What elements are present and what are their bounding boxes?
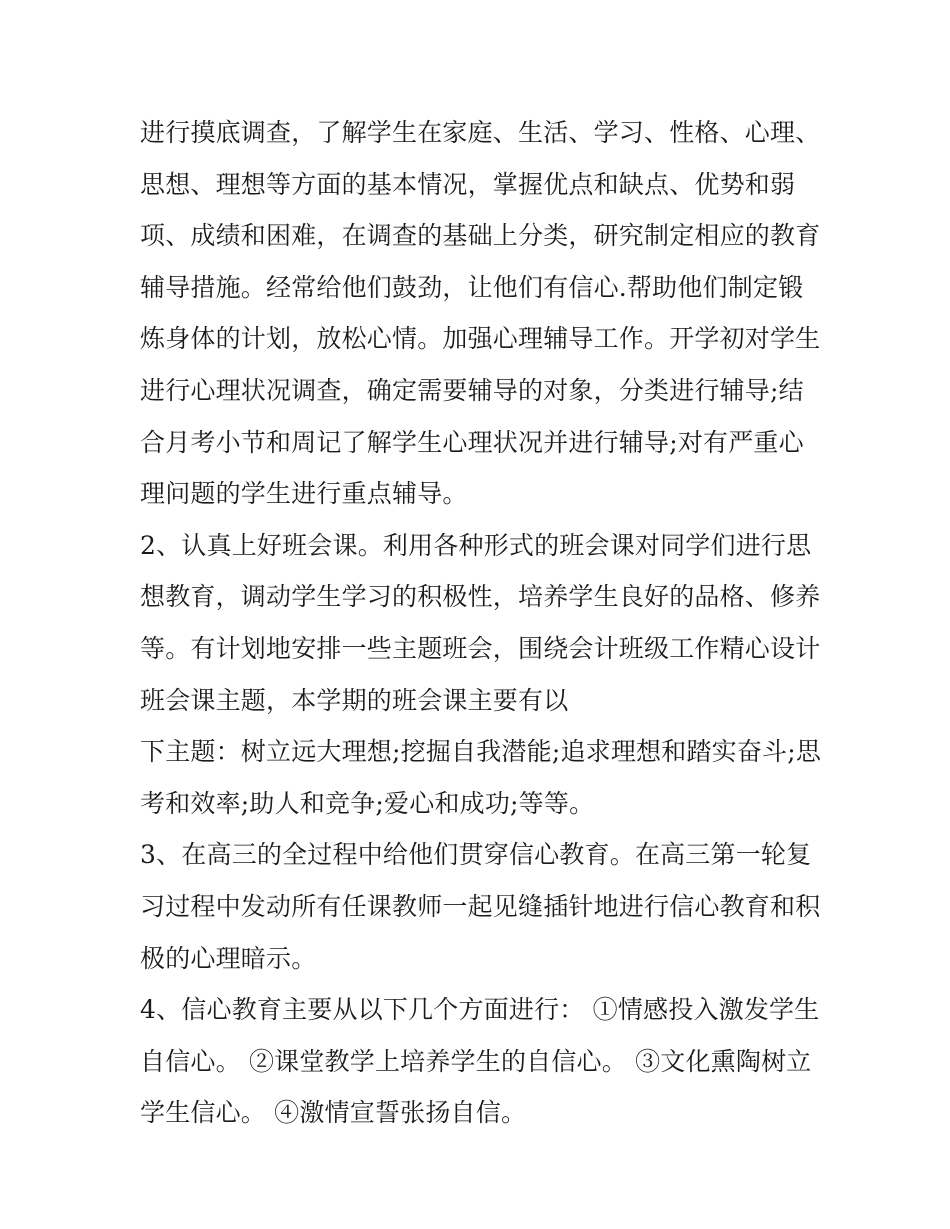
text-line: 3、在高三的全过程中给他们贯穿信心教育。在高三第一轮复 [140, 840, 812, 870]
text-line: 学生信心。 ④激情宣誓张扬自信。 [140, 1098, 527, 1128]
document-body [140, 107, 820, 1139]
text-line: 极的心理暗示。 [140, 943, 317, 973]
text-line: 合月考小节和周记了解学生心理状况并进行辅导;对有严重心 [140, 427, 804, 457]
text-line: 等。有计划地安排一些主题班会，围绕会计班级工作精心设计 [140, 633, 821, 663]
text-line: 思想、理想等方面的基本情况，掌握优点和缺点、优势和弱 [140, 169, 796, 199]
text-line: 班会课主题，本学期的班会课主要有以 [140, 685, 569, 715]
text-line: 想教育，调动学生学习的积极性，培养学生良好的品格、修养 [140, 582, 821, 612]
text-line: 2、认真上好班会课。利用各种形式的班会课对同学们进行思 [140, 530, 812, 560]
text-line: 下主题：树立远大理想;挖掘自我潜能;追求理想和踏实奋斗;思 [140, 737, 822, 767]
text-line: 辅导措施。经常给他们鼓劲，让他们有信心.帮助他们制定锻 [140, 272, 804, 302]
text-line: 项、成绩和困难，在调查的基础上分类，研究制定相应的教育 [140, 221, 821, 251]
text-line: 自信心。 ②课堂教学上培养学生的自信心。 ③文化熏陶树立 [140, 1046, 812, 1076]
text-line: 理问题的学生进行重点辅导。 [140, 479, 468, 509]
text-line: 4、信心教育主要从以下几个方面进行： ①情感投入激发学生 [140, 995, 820, 1025]
text-line: 进行摸底调查，了解学生在家庭、生活、学习、性格、心理、 [140, 118, 821, 147]
text-line: 炼身体的计划，放松心情。加强心理辅导工作。开学初对学生 [140, 324, 821, 354]
text-line: 进行心理状况调查，确定需要辅导的对象，分类进行辅导;结 [140, 375, 804, 405]
text-line: 习过程中发动所有任课教师一起见缝插针地进行信心教育和积 [140, 891, 821, 921]
text-line: 考和效率;助人和竞争;爱心和成功;等等。 [140, 788, 595, 818]
